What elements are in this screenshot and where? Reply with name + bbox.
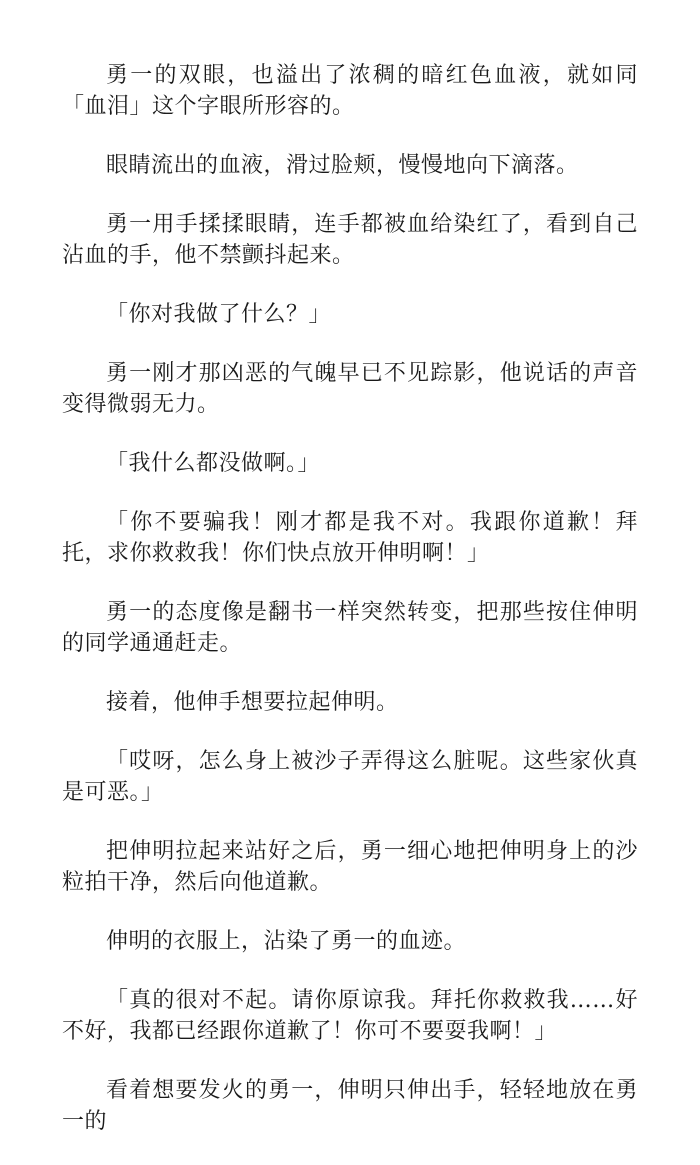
paragraph-3: 勇一用手揉揉眼睛，连手都被血给染红了，看到自己沾血的手，他不禁颤抖起来。	[62, 212, 638, 268]
paragraph-1: 勇一的双眼，也溢出了浓稠的暗红色血液，就如同「血泪」这个字眼所形容的。	[62, 63, 638, 119]
paragraph-2: 眼睛流出的血液，滑过脸颊，慢慢地向下滴落。	[106, 153, 579, 178]
paragraph-9: 接着，他伸手想要拉起伸明。	[106, 690, 399, 715]
paragraph-4: 「你对我做了什么？」	[106, 302, 332, 327]
paragraph-10: 「哎呀，怎么身上被沙子弄得这么脏呢。这些家伙真是可恶。」	[62, 749, 638, 805]
paragraph-12: 伸明的衣服上，沾染了勇一的血迹。	[106, 929, 467, 954]
paragraph-7: 「你不要骗我！刚才都是我不对。我跟你道歉！拜托，求你救救我！你们快点放开伸明啊！」	[62, 510, 638, 566]
paragraph-8: 勇一的态度像是翻书一样突然转变，把那些按住伸明的同学通通赶走。	[62, 600, 638, 656]
paragraph-11: 把伸明拉起来站好之后，勇一细心地把伸明身上的沙粒拍干净，然后向他道歉。	[62, 839, 638, 895]
document-body	[62, 60, 638, 1165]
paragraph-13: 「真的很对不起。请你原谅我。拜托你救救我……好不好，我都已经跟你道歉了！你可不要耍我啊！」	[62, 988, 638, 1044]
paragraph-6: 「我什么都没做啊。」	[106, 451, 321, 476]
paragraph-5: 勇一刚才那凶恶的气魄早已不见踪影，他说话的声音变得微弱无力。	[62, 361, 638, 417]
paragraph-14: 看着想要发火的勇一，伸明只伸出手，轻轻地放在勇一的	[62, 1078, 638, 1134]
